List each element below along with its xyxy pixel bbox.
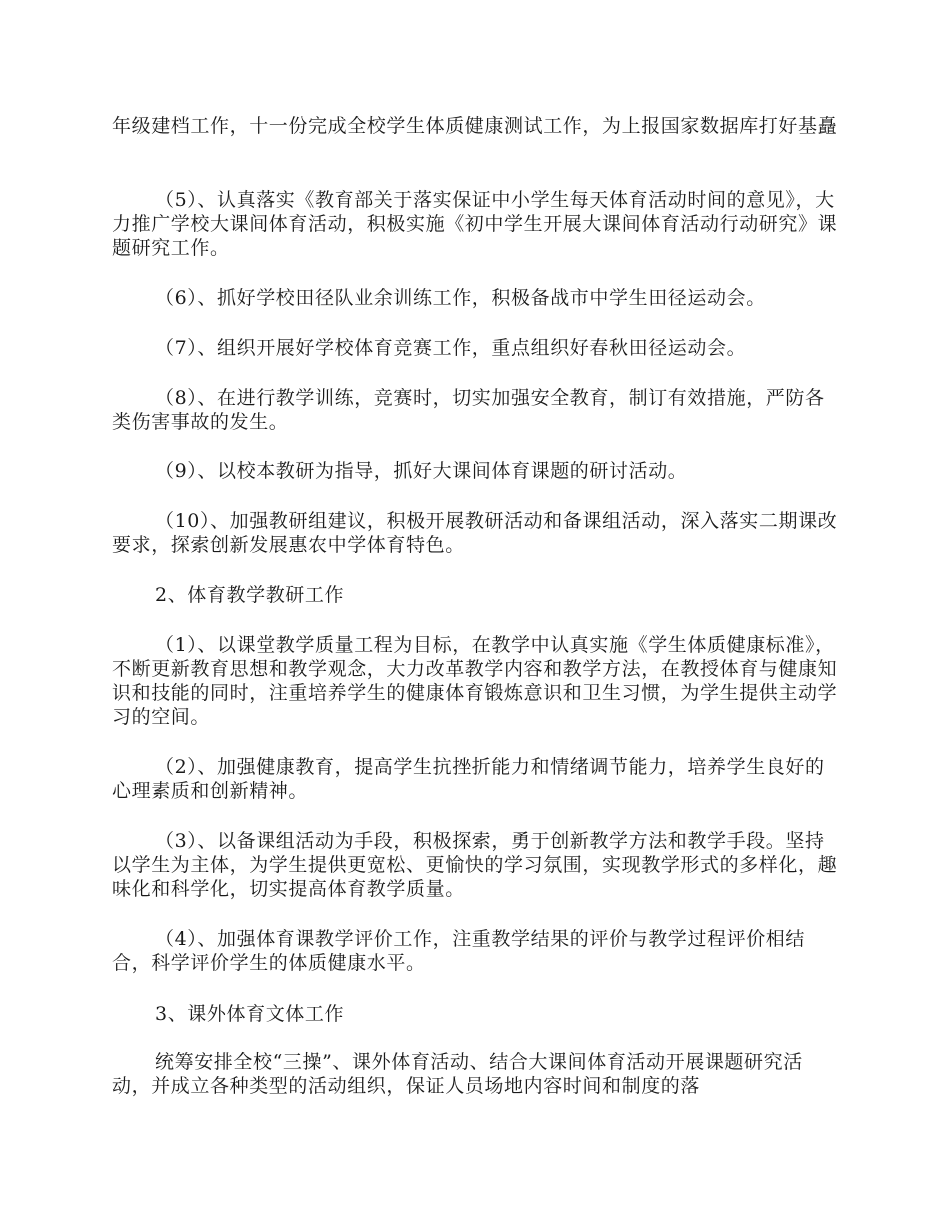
paragraph-item-5: （5）、认真落实《教育部关于落实保证中小学生每天体育活动时间的意见》，大力推广学校大课间体育活动，积极实施《初中学生开展大课间体育活动行动研究》课题研究工作。	[112, 189, 838, 259]
paragraph-item-4: （4）、加强体育课教学评价工作，注重教学结果的评价与教学过程评价相结合，科学评价学生的体质健康水平。	[112, 928, 805, 974]
paragraph-item-7: （7）、组织开展好学校体育竞赛工作，重点组织好春秋田径运动会。	[155, 337, 747, 359]
paragraph-item-8: （8）、在进行教学训练，竞赛时，切实加强安全教育，制订有效措施，严防各类伤害事故的发生。	[112, 387, 825, 433]
paragraph-item-3: （3）、以备课组活动为手段，积极探索，勇于创新教学方法和教学手段。坚持以学生为主体，为学生提供更宽松、更愉快的学习氛围，实现教学形式的多样化，趣味化和科学化，切实提高体育教学质量。	[112, 830, 838, 900]
paragraph-extracurricular: 统筹安排全校“三操”、课外体育活动、结合大课间体育活动开展课题研究活动，并成立各种类型的活动组织，保证人员场地内容时间和制度的落	[112, 1051, 803, 1097]
paragraph-item-1: （1）、以课堂教学质量工程为目标，在教学中认真实施《学生体质健康标准》，不断更新教育思想和教学观念，大力改革教学内容和教学方法，在教授体育与健康知识和技能的同时，注重培养学生的健康体育锻炼意识和卫生习惯，为学生提供主动学习的空间。	[112, 634, 838, 728]
paragraph-item-10: （10）、加强教研组建议，积极开展教研活动和备课组活动，深入落实二期课改要求，探索创新发展惠农中学体育特色。	[112, 510, 838, 556]
paragraph-item-2: （2）、加强健康教育，提高学生抗挫折能力和情绪调节能力，培养学生良好的心理素质和创新精神。	[112, 756, 825, 802]
section-heading-3: 3、课外体育文体工作	[155, 1003, 345, 1025]
paragraph-item-9: （9）、以校本教研为指导，抓好大课间体育课题的研讨活动。	[155, 460, 688, 482]
section-heading-2: 2、体育教学教研工作	[155, 584, 345, 606]
paragraph-continuation: 年级建档工作，十一份完成全校学生体质健康测试工作，为上报国家数据库打好基矗	[112, 115, 838, 137]
paragraph-item-6: （6）、抓好学校田径队业余训练工作，积极备战市中学生田径运动会。	[155, 287, 766, 309]
